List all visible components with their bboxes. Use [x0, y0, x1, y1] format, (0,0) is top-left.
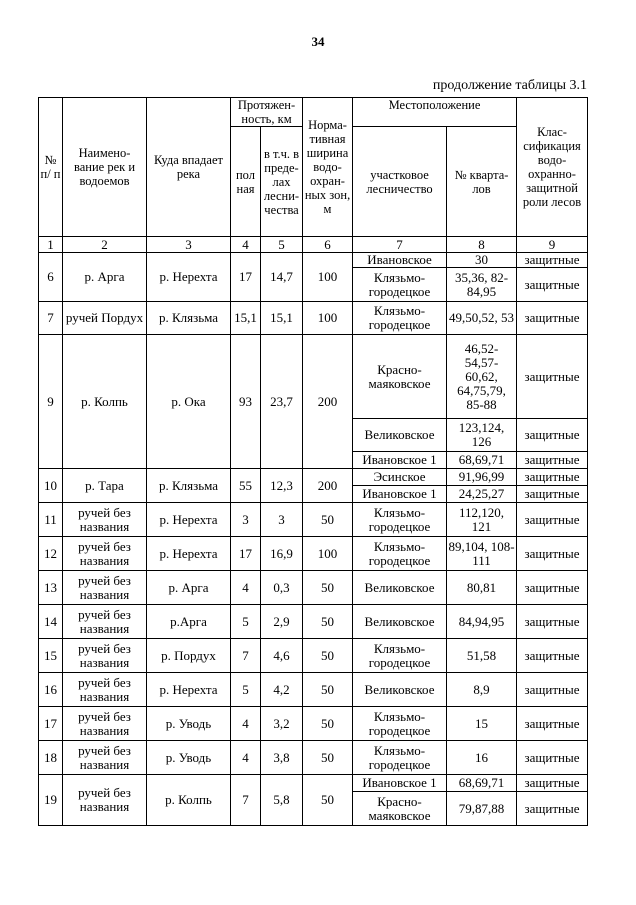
quarters: 68,69,71 — [447, 775, 517, 792]
length-full: 55 — [231, 469, 261, 503]
district: Клязьмо- городецкое — [353, 741, 447, 775]
column-number: 5 — [261, 237, 303, 253]
column-number: 6 — [303, 237, 353, 253]
row-num: 11 — [39, 503, 63, 537]
row-num: 17 — [39, 707, 63, 741]
table-row — [39, 571, 588, 605]
flows-into: р. Клязьма — [147, 302, 231, 335]
row-num: 14 — [39, 605, 63, 639]
quarters: 89,104, 108-111 — [447, 537, 517, 571]
classification: защитные — [517, 335, 588, 419]
table-row — [39, 469, 588, 486]
length-within: 4,2 — [261, 673, 303, 707]
length-within: 14,7 — [261, 253, 303, 302]
length-full: 5 — [231, 605, 261, 639]
district: Клязьмо- городецкое — [353, 707, 447, 741]
length-full: 7 — [231, 639, 261, 673]
classification: защитные — [517, 486, 588, 503]
length-full: 4 — [231, 741, 261, 775]
district: Красно- маяковское — [353, 335, 447, 419]
page-number: 34 — [311, 34, 325, 49]
river-name: ручей без названия — [63, 639, 147, 673]
classification: защитные — [517, 707, 588, 741]
zone-width: 50 — [303, 707, 353, 741]
district: Ивановское — [353, 253, 447, 268]
length-within: 3,8 — [261, 741, 303, 775]
length-full: 5 — [231, 673, 261, 707]
district: Ивановское 1 — [353, 486, 447, 503]
flows-into: р. Уводь — [147, 707, 231, 741]
table-row — [39, 741, 588, 775]
flows-into: р. Нерехта — [147, 503, 231, 537]
quarters: 79,87,88 — [447, 792, 517, 826]
column-number: 9 — [517, 237, 588, 253]
row-num: 10 — [39, 469, 63, 503]
length-full: 4 — [231, 707, 261, 741]
quarters: 49,50,52, 53 — [447, 302, 517, 335]
district: Великовское — [353, 673, 447, 707]
header-quarter: № кварта- лов — [447, 127, 517, 237]
quarters: 8,9 — [447, 673, 517, 707]
classification: защитные — [517, 639, 588, 673]
column-number: 2 — [63, 237, 147, 253]
row-num: 7 — [39, 302, 63, 335]
zone-width: 50 — [303, 571, 353, 605]
classification: защитные — [517, 775, 588, 792]
river-name: ручей без названия — [63, 537, 147, 571]
length-within: 12,3 — [261, 469, 303, 503]
quarters: 91,96,99 — [447, 469, 517, 486]
river-name: ручей без названия — [63, 775, 147, 826]
district: Клязьмо- городецкое — [353, 302, 447, 335]
classification: защитные — [517, 605, 588, 639]
length-full: 93 — [231, 335, 261, 469]
header-row — [39, 98, 588, 127]
quarters: 24,25,27 — [447, 486, 517, 503]
river-name: р. Тара — [63, 469, 147, 503]
quarters: 51,58 — [447, 639, 517, 673]
flows-into: р. Нерехта — [147, 253, 231, 302]
column-number: 3 — [147, 237, 231, 253]
row-num: 13 — [39, 571, 63, 605]
flows-into: р. Нерехта — [147, 537, 231, 571]
classification: защитные — [517, 503, 588, 537]
row-num: 9 — [39, 335, 63, 469]
column-number: 8 — [447, 237, 517, 253]
zone-width: 50 — [303, 741, 353, 775]
district: Клязьмо- городецкое — [353, 639, 447, 673]
classification: защитные — [517, 302, 588, 335]
header-length-within: в т.ч. в преде- лах лесни- чества — [261, 127, 303, 237]
rivers-table — [38, 97, 588, 826]
row-num: 16 — [39, 673, 63, 707]
length-full: 17 — [231, 253, 261, 302]
header-location: Местоположение — [353, 98, 517, 127]
flows-into: р. Уводь — [147, 741, 231, 775]
classification: защитные — [517, 452, 588, 469]
table-row — [39, 707, 588, 741]
classification: защитные — [517, 419, 588, 452]
flows-into: р. Клязьма — [147, 469, 231, 503]
length-within: 0,3 — [261, 571, 303, 605]
header-flows: Куда впадает река — [147, 98, 231, 237]
table-row — [39, 775, 588, 792]
length-within: 16,9 — [261, 537, 303, 571]
table-row — [39, 335, 588, 419]
length-within: 5,8 — [261, 775, 303, 826]
row-num: 6 — [39, 253, 63, 302]
length-full: 7 — [231, 775, 261, 826]
column-number: 1 — [39, 237, 63, 253]
district: Клязьмо- городецкое — [353, 537, 447, 571]
quarters: 30 — [447, 253, 517, 268]
header-name: Наимено- вание рек и водоемов — [63, 98, 147, 237]
header-width: Норма- тивная ширина водо- охран- ных зон, м — [303, 98, 353, 237]
table-row — [39, 253, 588, 268]
length-within: 4,6 — [261, 639, 303, 673]
district: Великовское — [353, 419, 447, 452]
quarters: 68,69,71 — [447, 452, 517, 469]
length-within: 2,9 — [261, 605, 303, 639]
river-name: ручей без названия — [63, 741, 147, 775]
zone-width: 100 — [303, 302, 353, 335]
length-within: 3,2 — [261, 707, 303, 741]
flows-into: р.Арга — [147, 605, 231, 639]
river-name: ручей без названия — [63, 503, 147, 537]
table-row — [39, 673, 588, 707]
classification: защитные — [517, 268, 588, 302]
quarters: 123,124, 126 — [447, 419, 517, 452]
district: Великовское — [353, 605, 447, 639]
column-number-row — [39, 237, 588, 253]
classification: защитные — [517, 741, 588, 775]
flows-into: р. Нерехта — [147, 673, 231, 707]
column-number: 4 — [231, 237, 261, 253]
length-within: 15,1 — [261, 302, 303, 335]
district: Ивановское 1 — [353, 775, 447, 792]
classification: защитные — [517, 537, 588, 571]
district: Клязьмо- городецкое — [353, 503, 447, 537]
row-num: 18 — [39, 741, 63, 775]
length-full: 3 — [231, 503, 261, 537]
quarters: 15 — [447, 707, 517, 741]
district: Ивановское 1 — [353, 452, 447, 469]
header-class: Клас- сификация водо- охранно- защитной роли лесов — [517, 98, 588, 237]
zone-width: 50 — [303, 775, 353, 826]
zone-width: 50 — [303, 673, 353, 707]
zone-width: 200 — [303, 469, 353, 503]
quarters: 46,52- 54,57- 60,62, 64,75,79, 85-88 — [447, 335, 517, 419]
table-row — [39, 302, 588, 335]
table-row — [39, 605, 588, 639]
district: Красно- маяковское — [353, 792, 447, 826]
river-name: ручей без названия — [63, 707, 147, 741]
classification: защитные — [517, 571, 588, 605]
quarters: 16 — [447, 741, 517, 775]
flows-into: р. Пордух — [147, 639, 231, 673]
classification: защитные — [517, 673, 588, 707]
length-full: 4 — [231, 571, 261, 605]
river-name: р. Колпь — [63, 335, 147, 469]
zone-width: 50 — [303, 503, 353, 537]
table-row — [39, 639, 588, 673]
quarters: 35,36, 82-84,95 — [447, 268, 517, 302]
length-full: 17 — [231, 537, 261, 571]
header-length-full: пол ная — [231, 127, 261, 237]
classification: защитные — [517, 792, 588, 826]
river-name: ручей без названия — [63, 673, 147, 707]
quarters: 112,120, 121 — [447, 503, 517, 537]
column-number: 7 — [353, 237, 447, 253]
district: Великовское — [353, 571, 447, 605]
district: Эсинское — [353, 469, 447, 486]
table-row — [39, 537, 588, 571]
river-name: ручей без названия — [63, 571, 147, 605]
zone-width: 100 — [303, 253, 353, 302]
river-name: ручей без названия — [63, 605, 147, 639]
zone-width: 100 — [303, 537, 353, 571]
header-district: участковое лесничество — [353, 127, 447, 237]
zone-width: 50 — [303, 639, 353, 673]
river-name: р. Арга — [63, 253, 147, 302]
row-num: 12 — [39, 537, 63, 571]
zone-width: 200 — [303, 335, 353, 469]
classification: защитные — [517, 469, 588, 486]
row-num: 15 — [39, 639, 63, 673]
river-name: ручей Пордух — [63, 302, 147, 335]
table-caption: продолжение таблицы 3.1 — [432, 78, 587, 93]
length-within: 3 — [261, 503, 303, 537]
header-length: Протяжен- ность, км — [231, 98, 303, 127]
length-full: 15,1 — [231, 302, 261, 335]
district: Клязьмо- городецкое — [353, 268, 447, 302]
row-num: 19 — [39, 775, 63, 826]
zone-width: 50 — [303, 605, 353, 639]
flows-into: р. Арга — [147, 571, 231, 605]
quarters: 80,81 — [447, 571, 517, 605]
header-num: № п/ п — [39, 98, 63, 237]
flows-into: р. Колпь — [147, 775, 231, 826]
length-within: 23,7 — [261, 335, 303, 469]
classification: защитные — [517, 253, 588, 268]
quarters: 84,94,95 — [447, 605, 517, 639]
table-row — [39, 503, 588, 537]
flows-into: р. Ока — [147, 335, 231, 469]
